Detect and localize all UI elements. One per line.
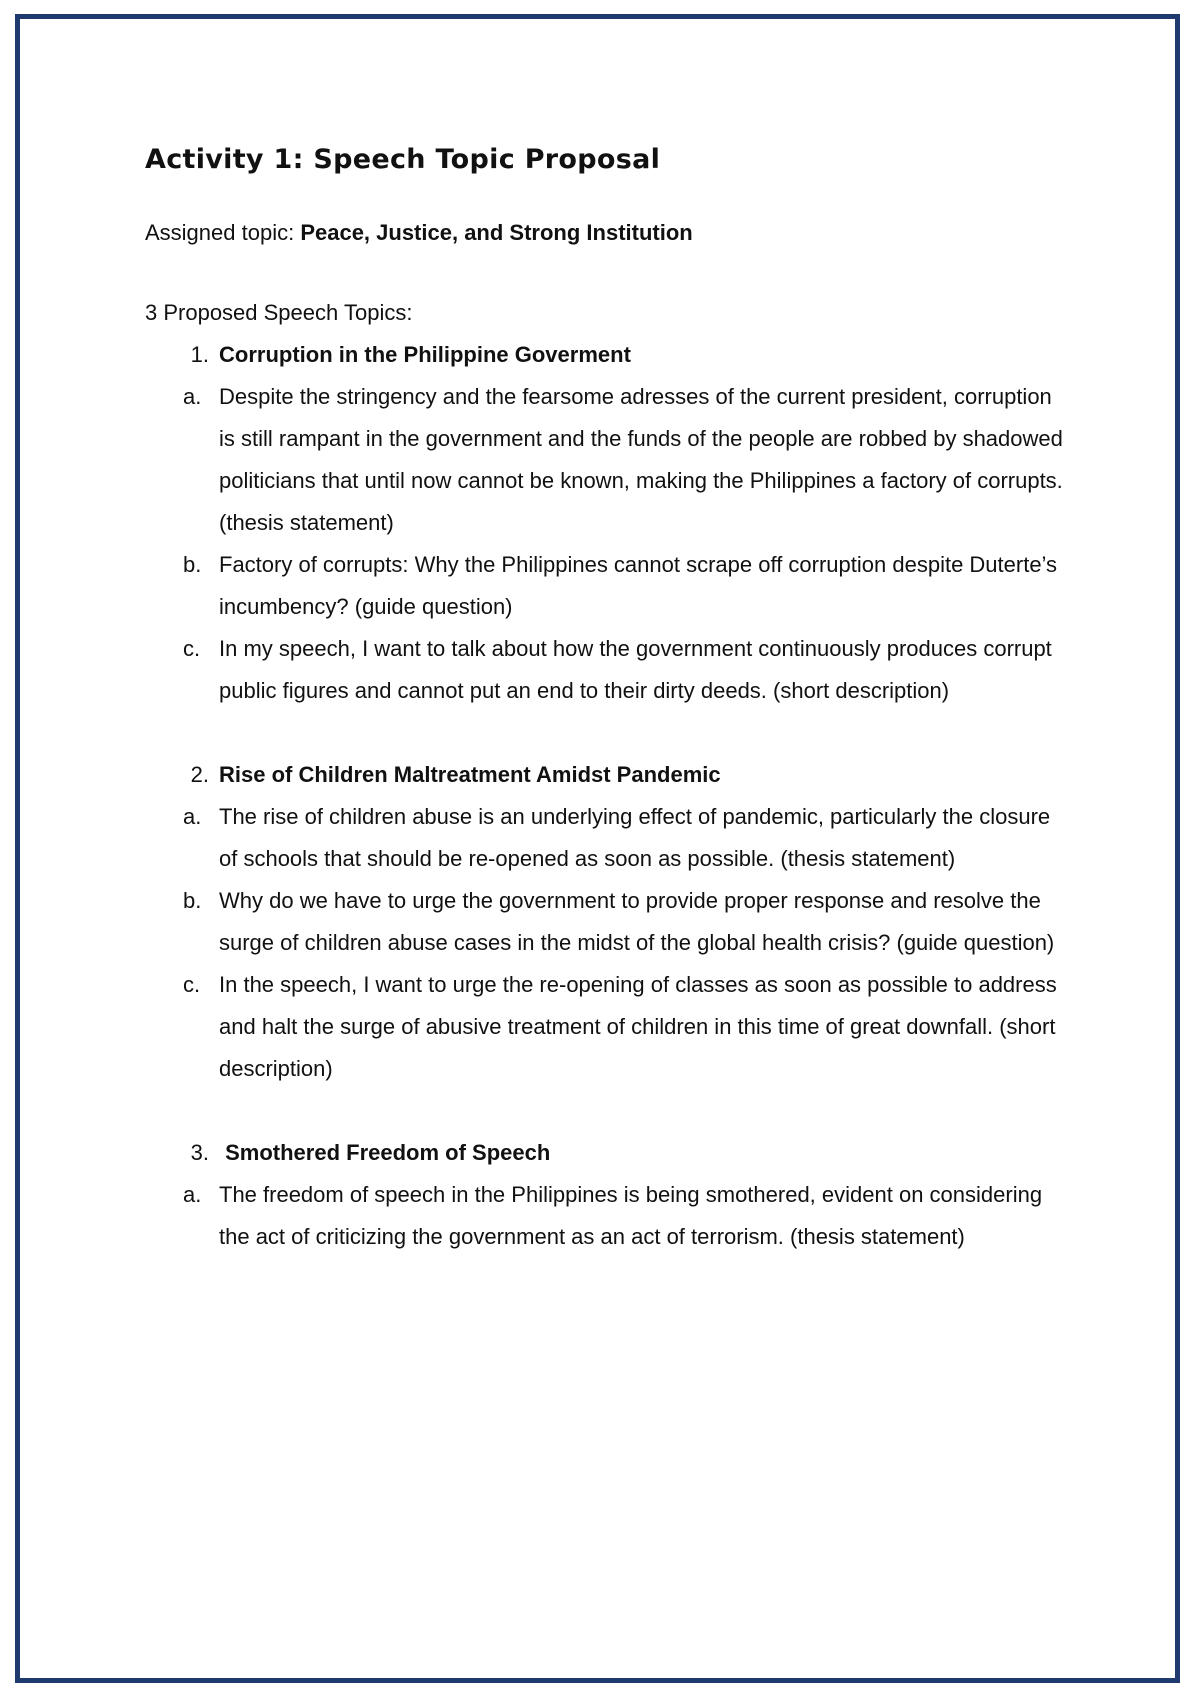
item-text: In the speech, I want to urge the re-opening of classes as soon as possible to address and halt the surge of abusive treatment of children in this time of great downfall. (short description) (219, 972, 1057, 1081)
assigned-topic (145, 212, 1075, 254)
assigned-topic-value: Peace, Justice, and Strong Institution (300, 220, 693, 245)
topic-item (145, 964, 1075, 1090)
topic-number: 1. (190, 342, 209, 367)
item-text: The freedom of speech in the Philippines is being smothered, evident on considering the act of criticizing the government as an act of terrorism. (thesis statement) (219, 1182, 1043, 1249)
item-text: Why do we have to urge the government to provide proper response and resolve the surge of children abuse cases in the midst of the global health crisis? (guide question) (219, 888, 1055, 955)
topic-item (145, 1174, 1075, 1258)
document-body (145, 140, 1075, 1258)
topic-number: 3. (190, 1140, 209, 1165)
topic-heading (145, 334, 1075, 376)
topic-title: Corruption in the Philippine Goverment (219, 342, 631, 367)
topic-item (145, 376, 1075, 544)
item-letter: b. (183, 552, 202, 577)
section-spacer (145, 1090, 1075, 1132)
item-letter: a. (183, 384, 202, 409)
topic-number: 2. (190, 762, 209, 787)
topic-heading (145, 754, 1075, 796)
section-spacer (145, 712, 1075, 754)
item-text: Factory of corrupts: Why the Philippines cannot scrape off corruption despite Duterte’s incumbency? (guide question) (219, 552, 1058, 619)
item-letter: b. (183, 888, 202, 913)
topic-item (145, 628, 1075, 712)
page-title: Activity 1: Speech Topic Proposal (145, 144, 661, 175)
topic-heading (145, 1132, 1075, 1174)
topic-title: Smothered Freedom of Speech (219, 1140, 551, 1165)
topic-title: Rise of Children Maltreatment Amidst Pandemic (219, 762, 721, 787)
item-text: The rise of children abuse is an underlying effect of pandemic, particularly the closure of schools that should be re-opened as soon as possible. (thesis statement) (219, 804, 1051, 871)
topic-item (145, 544, 1075, 628)
item-letter: a. (183, 1182, 202, 1207)
item-letter: c. (183, 972, 201, 997)
proposed-topics-label: 3 Proposed Speech Topics: (145, 300, 413, 325)
topic-item (145, 880, 1075, 964)
item-text: Despite the stringency and the fearsome adresses of the current president, corruption is still rampant in the government and the funds of the people are robbed by shadowed politicians that until now cannot be known, making the Philippines a factory of corrupts. (thesis statement) (219, 384, 1063, 535)
assigned-topic-label: Assigned topic: (145, 220, 301, 245)
item-text: In my speech, I want to talk about how the government continuously produces corrupt public figures and cannot put an end to their dirty deeds. (short description) (219, 636, 1052, 703)
item-letter: a. (183, 804, 202, 829)
topic-item (145, 796, 1075, 880)
item-letter: c. (183, 636, 201, 661)
